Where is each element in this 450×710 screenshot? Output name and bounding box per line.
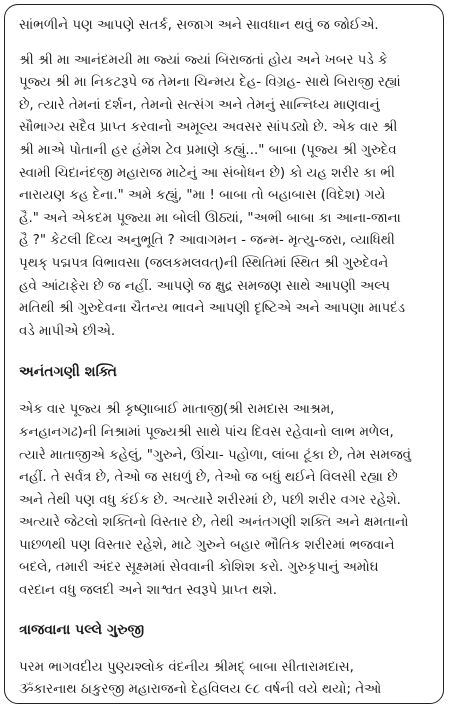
text-line: સૌભાગ્ય સદૈવ પ્રાપ્ત કરવાનો અમૂલ્ય અવસર સાંપડ્યો છે. એક વાર શ્રી: [19, 120, 398, 136]
text-line: હૈ." અને એકદમ પૂજ્યા મા બોલી ઊઠ્યાં, "અભી બાબા કા આના-જાના: [19, 210, 401, 226]
text-line: શ્રી માએ પોતાની હર હંમેશ ટેવ પ્રમાણે કહ્યું..." બાબા (પૂજ્ય શ્રી ગુરુદેવ: [19, 142, 397, 158]
text-line: અને તેથી પણ વધુ કંઈક છે. અત્યારે શરીરમાં છે, પછી શરીર વગર રહેશે.: [19, 492, 401, 508]
paragraph-intro: [19, 15, 431, 38]
text-line: પૂજ્ય શ્રી મા નિકટરૂપે જ તેમના ચિન્મય દેહ- વિગ્રહ- સાથે બિરાજી રહ્યાં: [19, 75, 401, 91]
text-line: પાછળથી પણ વિસ્તાર રહેશે, માટે ગુરુને બહાર ભૌતિક શરીરમાં ભજવાને: [19, 537, 395, 553]
text-line: શ્રી શ્રી મા આનંદમયી મા જ્યાં જ્યાં બિરાજતાં હોય અને ખબર પડે કે: [19, 52, 388, 68]
text-line: હૈ ?" કેટલી દિવ્ય અનુભૂતિ ? આવાગમન - જન્મ- મૃત્યુ-જરા, વ્યાધિથી: [19, 233, 395, 249]
document-page: [4, 4, 444, 704]
text-line: છે, ત્યારે તેમનાં દર્શન, તેમનો સત્સંગ અને તેમનું સાન્નિધ્ય માણવાનું: [19, 97, 380, 113]
text-line: અત્યારે જેટલો શક્તિનો વિસ્તાર છે, તેથી અનંતગણી શક્તિ અને ક્ષમતાનો: [19, 515, 409, 531]
text-line: મતિથી શ્રી ગુરુદેવના ચૈતન્ય ભાવને આપણી દૃષ્ટિએ અને આપણા માપદંડ: [19, 301, 406, 317]
text-line: પૃથક્ પદ્મપત્ર વિભાવસા (જલકમલવત્)ની સ્થિતિમાં સ્થિત શ્રી ગુરુદેવને: [19, 255, 389, 271]
text-line: ત્યારે માતાજીએ કહેલું, "ગુરુને, ઊંચા- પહોળા, લાંબા ટૂંકા છે, તેમ સમજવું: [19, 447, 411, 463]
paragraph-anandamayi-ma: [19, 50, 431, 344]
text-line: નહીં. તે સર્વત્ર છે, તેઓ જ સઘળું છે, તેઓ જ બધું થઈને વિલસી રહ્યા છે: [19, 470, 398, 486]
paragraph-krishnabai-mataji: [19, 399, 431, 602]
section-heading-guruji-on-scales: ત્રાજવાના પલ્લે ગુરુજી: [19, 621, 145, 638]
text-line: ૐકારનાથ ઠાકુરજી મહારાજનો દેહવિલય ૯૮ વર્ષની વયે થયો; તેઓ: [19, 682, 382, 698]
text-line: નારાયણ કહ દેના." અમે કહ્યું, "મા ! બાબા તો બહાબાસ (વિદેશ) ગયે: [19, 188, 386, 204]
text-line: બદલે, તમારી અંદર સૂક્ષ્મમાં સેવવાની કોશિશ કરો. ગુરુકૃપાનું અમોઘ: [19, 560, 379, 576]
text-line: સ્વામી ચિદાનંદજી મહારાજ માટેનું આ સંબોધન છે) કો યહ શરીર કા ભી: [19, 165, 395, 181]
section-heading-infinite-power: અનંતગણી શક્તિ: [19, 364, 117, 381]
text-line: સાંભળીને પણ આપણે સતર્ક, સજાગ અને સાવધાન થવું જ જોઈએ.: [19, 18, 379, 33]
text-line: એક વાર પૂજ્ય શ્રી કૃષ્ણાબાઈ માતાજી(શ્રી રામદાસ આશ્રમ,: [19, 402, 335, 418]
text-line: હવે આંટાફેરા છે જ નહીં. આપણે જ ક્ષુદ્ર સમજણ સાથે આપણી અલ્પ: [19, 278, 390, 294]
paragraph-sitaramdas: [19, 657, 431, 702]
text-line: કનહાનગઢ)ની નિશ્રામાં પૂજ્યશ્રી સાથે પાંચ દિવસ રહેવાનો લાભ મળેલ,: [19, 424, 394, 440]
text-line: વડે માપીએ છીએ.: [19, 323, 116, 339]
text-line: પરમ ભાગવદીય પુણ્યશ્લોક વંદનીય શ્રીમદ્ બાબા સીતારામદાસ,: [19, 659, 354, 675]
text-line: વરદાન વધુ જલદી અને શાશ્વત સ્વરૂપે પ્રાપ્ત થશે.: [19, 583, 277, 599]
